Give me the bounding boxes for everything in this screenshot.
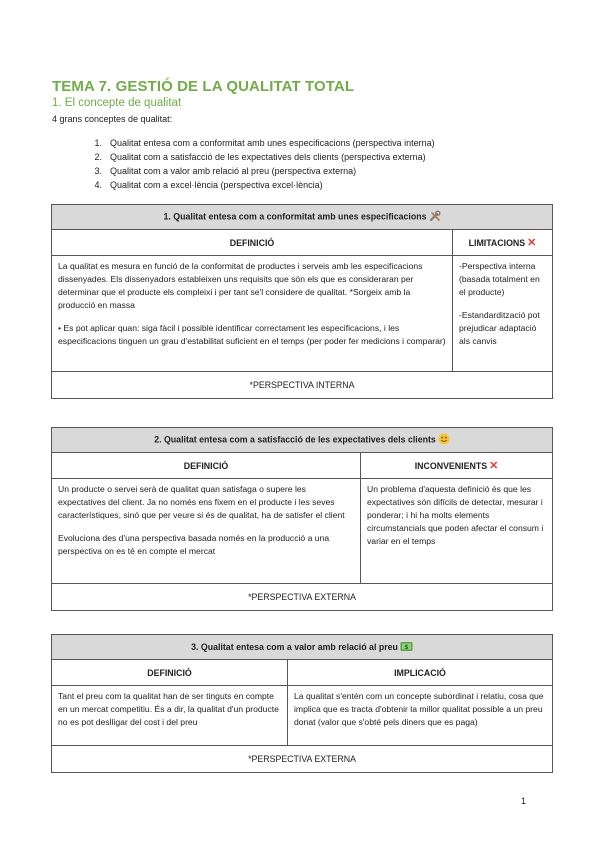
column-header-text: INCONVENIENTS xyxy=(414,461,488,471)
money-icon xyxy=(400,641,413,654)
table-title-text: 1. Qualitat entesa com a conformitat amb unes especificacions xyxy=(163,211,427,222)
page-number: 1 xyxy=(521,796,527,806)
implication-paragraph: La qualitat s'entén com un concepte subordinat i relatiu, cosa que implica que es tracta d'obtenir la millor qualitat possible a un preu donat (valor que s'obté pels diners que es paga) xyxy=(294,691,544,727)
implication-cell xyxy=(288,686,553,746)
definition-paragraph: Tant el preu com la qualitat han de ser tinguts en compte en un mercat competitiu. És a dir, la qualitat d'un producte no es pot deslligar del cost i del preu xyxy=(58,691,279,727)
definition-paragraph: Evoluciona des d'una perspectiva basada només en la producció a una perspectiva on es té en compte el mercat xyxy=(58,533,330,556)
table-satisfaction xyxy=(51,427,553,611)
table-title-text: 3. Qualitat entesa com a valor amb relació al preu xyxy=(191,641,398,652)
table-title xyxy=(52,635,553,660)
column-header-definition: DEFINICIÓ xyxy=(52,660,288,686)
list-item-text: Qualitat com a valor amb relació al preu (perspectiva externa) xyxy=(110,166,357,176)
column-header-text: LIMITACIONS xyxy=(468,238,526,248)
red-x-icon: ✕ xyxy=(527,237,537,249)
list-item-number: 1. xyxy=(94,138,102,148)
list-item xyxy=(52,150,435,164)
drawbacks-cell xyxy=(361,479,553,584)
page-title: TEMA 7. GESTIÓ DE LA QUALITAT TOTAL xyxy=(52,78,355,95)
table-footer: *PERSPECTIVA EXTERNA xyxy=(52,584,553,611)
table-title xyxy=(52,428,553,453)
section-subtitle: 1. El concepte de qualitat xyxy=(52,97,182,109)
intro-text: 4 grans conceptes de qualitat: xyxy=(52,114,173,124)
definition-paragraph: Un producte o servei serà de qualitat quan satisfaga o supere les expectatives del client. Ja no només ens fixem en el producte i les seves característiques, sinó que per veure si és de qualitat, ha de satisfer el client xyxy=(58,484,345,520)
list-item xyxy=(52,136,435,150)
limitation-paragraph: -Perspectiva interna (basada totalment en el producte) xyxy=(459,261,540,297)
svg-text:$: $ xyxy=(404,643,409,651)
table-footer: *PERSPECTIVA INTERNA xyxy=(52,372,553,399)
definition-cell xyxy=(52,479,361,584)
smiley-icon xyxy=(438,433,450,447)
list-item-number: 2. xyxy=(94,152,102,162)
table-title xyxy=(52,205,553,230)
column-header-implication: IMPLICACIÓ xyxy=(288,660,553,686)
tools-icon xyxy=(429,210,441,224)
limitations-cell xyxy=(453,256,553,372)
list-item-number: 3. xyxy=(94,166,102,176)
table-footer: *PERSPECTIVA EXTERNA xyxy=(52,746,553,773)
list-item xyxy=(52,178,435,192)
list-item-text: Qualitat entesa com a conformitat amb unes especificacions (perspectiva interna) xyxy=(110,138,435,148)
column-header-definition: DEFINICIÓ xyxy=(52,230,453,256)
list-item-text: Qualitat com a excel·lència (perspectiva excel·lència) xyxy=(110,180,323,190)
drawback-paragraph: Un problema d'aquesta definició és que les expectatives són difícils de detectar, mesurar i ponderar; i hi ha molts elements circumstancials que poden afectar el consum i variar en el temps xyxy=(367,484,544,546)
red-x-icon: ✕ xyxy=(489,460,499,472)
definition-paragraph: La qualitat es mesura en funció de la conformitat de productes i serveis amb les especificacions dissenyades. Els dissenyadors estableixen uns requisits que són els que es consideraran per determinar que el producte els compleixi i per tant se'l considere de qualitat. *Sorgeix amb la producció en massa xyxy=(58,261,423,310)
list-item xyxy=(52,164,435,178)
column-header-drawbacks xyxy=(361,453,553,479)
concepts-list xyxy=(52,136,435,192)
definition-paragraph: • Es pot aplicar quan: siga fàcil i possible identificar correctament les especificacions, i les especificacions tinguen un grau d'estabilitat suficient en el temps (per poder fer medicions i comparar) xyxy=(58,323,446,346)
definition-cell xyxy=(52,256,453,372)
limitation-paragraph: -Estandardització pot prejudicar adaptació als canvis xyxy=(459,310,540,346)
column-header-limitations xyxy=(453,230,553,256)
definition-cell xyxy=(52,686,288,746)
table-conformity xyxy=(51,204,553,399)
column-header-definition: DEFINICIÓ xyxy=(52,453,361,479)
table-value-price xyxy=(51,634,553,773)
list-item-number: 4. xyxy=(94,180,102,190)
table-title-text: 2. Qualitat entesa com a satisfacció de les expectatives dels clients xyxy=(154,434,436,445)
list-item-text: Qualitat com a satisfacció de les expectatives dels clients (perspectiva externa) xyxy=(110,152,426,162)
